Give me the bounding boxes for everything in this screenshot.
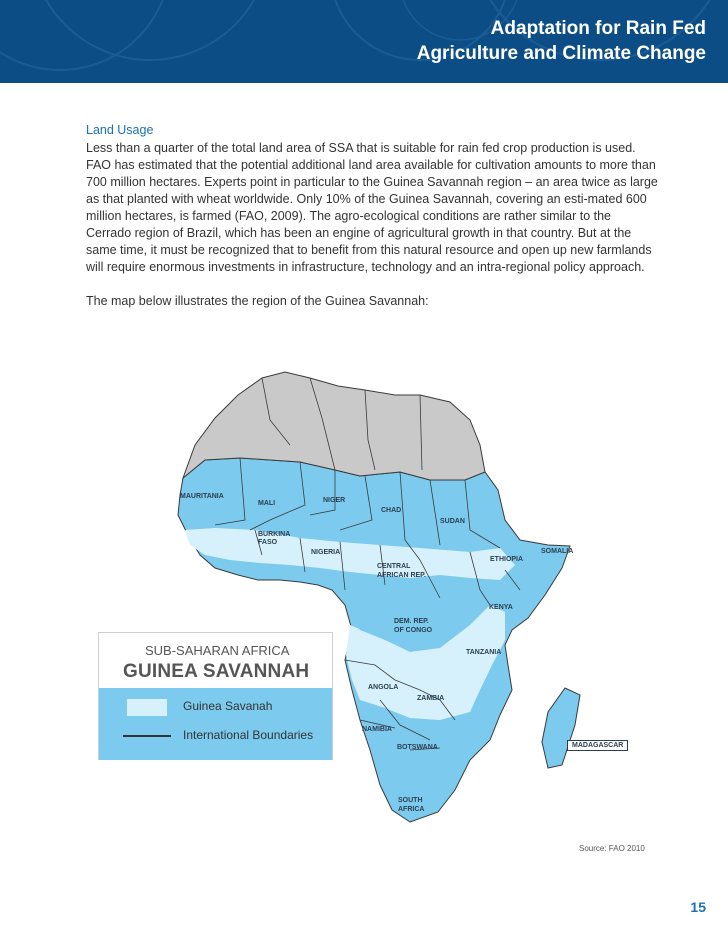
- paragraph-2: The map below illustrates the region of the Guinea Savannah:: [86, 294, 429, 308]
- label-niger: NIGER: [323, 497, 346, 504]
- madagascar-island: [542, 688, 580, 768]
- label-tanzania: TANZANIA: [466, 649, 502, 656]
- map-source: Source: FAO 2010: [579, 844, 645, 853]
- label-nigeria: NIGERIA: [311, 549, 341, 556]
- label-burkina-2: FASO: [258, 539, 278, 546]
- label-drc-2: OF CONGO: [394, 627, 433, 634]
- header-title: [417, 16, 706, 66]
- label-zambia: ZAMBIA: [417, 695, 445, 702]
- paragraph-1: Less than a quarter of the total land area of SSA that is suitable for rain fed crop production is used. FAO has estimated that the potential additional land area available for cultivation amounts to more than 700 million hectares. Experts point in particular to the Guinea Savannah region – an area twice as large as that planted with wheat worldwide. Only 10% of the Guinea Savannah, covering an esti-mated 600 million hectares, is farmed (FAO, 2009). The agro-ecological conditions are rather similar to the Cerrado region of Brazil, which has been an engine of agricultural growth in that country. But at the same time, it must be recognized that to benefit from this natural resource and open up new farmlands will require enormous investments in infrastructure, technology and an intra-regional policy approach.: [86, 141, 658, 274]
- label-madagascar: MADAGASCAR: [567, 740, 628, 751]
- label-namibia: NAMIBIA: [362, 726, 392, 733]
- label-kenya: KENYA: [489, 604, 513, 611]
- label-south-africa-1: SOUTH: [398, 797, 423, 804]
- legend-label-savannah: Guinea Savanah: [183, 699, 273, 713]
- label-somalia: SOMALIA: [541, 548, 574, 555]
- page-number: 15: [690, 899, 706, 915]
- map-legend: [98, 632, 333, 760]
- label-mauritania: MAURITANIA: [180, 493, 224, 500]
- label-botswana: BOTSWANA: [397, 744, 438, 751]
- boundary-line-swatch: [123, 735, 171, 737]
- label-south-africa-2: AFRICA: [398, 806, 425, 813]
- label-angola: ANGOLA: [368, 684, 399, 691]
- label-sudan: SUDAN: [440, 518, 465, 525]
- section-heading: Land Usage: [86, 123, 154, 137]
- label-chad: CHAD: [381, 507, 402, 514]
- label-car-2: AFRICAN REP.: [377, 572, 426, 579]
- legend-band: [99, 688, 332, 760]
- legend-label-boundaries: International Boundaries: [183, 728, 314, 742]
- label-burkina-1: BURKINA: [258, 531, 291, 538]
- savannah-swatch: [127, 699, 167, 716]
- header-title-line1: Adaptation for Rain Fed: [490, 18, 706, 39]
- label-drc-1: DEM. REP.: [394, 618, 429, 625]
- body-text: [86, 140, 658, 310]
- legend-title: GUINEA SAVANNAH: [123, 661, 310, 682]
- header-title-line2: Agriculture and Climate Change: [416, 43, 706, 64]
- label-mali: MALI: [258, 500, 276, 507]
- page-header: [0, 0, 728, 83]
- africa-map: [86, 340, 646, 850]
- label-car-1: CENTRAL: [377, 563, 411, 570]
- label-ethiopia: ETHIOPIA: [490, 556, 524, 563]
- legend-region: SUB-SAHARAN AFRICA: [145, 643, 290, 658]
